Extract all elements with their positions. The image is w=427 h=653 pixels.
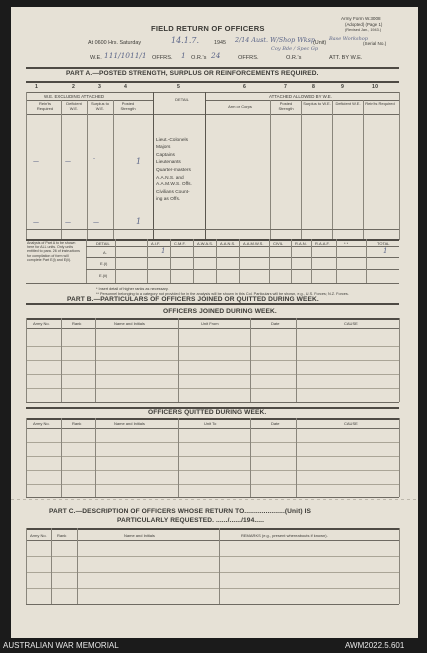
rule xyxy=(26,604,399,605)
rule xyxy=(95,318,96,402)
adopted-note: (Adopted) (Page 1) xyxy=(345,22,383,27)
part-c-title: PART C.—DESCRIPTION OF OFFICERS WHOSE RETURN TO.....................(Unit) IS xyxy=(49,508,312,515)
rule xyxy=(26,470,399,471)
rule xyxy=(296,418,297,497)
rank-label: A.A.N.S. and xyxy=(156,176,184,182)
offrs-attached-label: OFFRS. xyxy=(238,55,259,61)
rule xyxy=(26,456,399,457)
ors-label: O.R.'s xyxy=(191,55,207,61)
footer-credit: AUSTRALIAN WAR MEMORIAL xyxy=(3,641,119,650)
table-header: Army No. xyxy=(33,421,50,426)
rule xyxy=(399,318,400,402)
rule xyxy=(26,92,399,93)
rule xyxy=(115,239,116,283)
analysis-header: A.A.N.S. xyxy=(220,241,236,246)
table-header: CAUSE xyxy=(344,421,358,426)
rule xyxy=(399,92,400,240)
table-header: REMARKS (e.g., present whereabouts if known). xyxy=(241,533,328,538)
col-number: 8 xyxy=(312,84,316,90)
table-header: Name and Initials xyxy=(114,321,145,326)
rule xyxy=(193,239,194,283)
analysis-header: C.M.F. xyxy=(174,241,186,246)
rank-label: Majors xyxy=(156,145,171,151)
revised-note: (Revised Jan., 1943.) xyxy=(345,28,382,32)
ors-handwritten: 24 xyxy=(211,51,221,60)
hand-dash: — xyxy=(65,219,71,226)
hand-dash: — xyxy=(65,158,71,165)
part-b-title: PART B.—PARTICULARS OF OFFICERS JOINED OR QUITTED DURING WEEK. xyxy=(67,296,319,303)
hand-mark: 1 xyxy=(161,247,166,255)
analysis-header: A.A.M.W.S. xyxy=(243,241,264,246)
form-sheet xyxy=(11,7,418,638)
rule xyxy=(26,92,27,240)
rule xyxy=(399,418,400,497)
rule xyxy=(26,374,399,375)
rule xyxy=(332,100,333,240)
analysis-row-label: E.(i) xyxy=(100,261,108,266)
rule xyxy=(26,588,399,589)
rank-label: Lieut.-Colonels xyxy=(156,138,188,143)
col-number: 5 xyxy=(177,84,181,90)
analysis-header: * * xyxy=(344,241,349,246)
rule xyxy=(178,418,179,497)
rule xyxy=(26,528,399,530)
serial-label: (Serial No.) xyxy=(363,41,387,46)
table-header: CAUSE xyxy=(344,321,358,326)
rule xyxy=(366,239,367,283)
rank-label: Lieutenants xyxy=(156,160,181,166)
col-number: 2 xyxy=(72,84,76,90)
at-date-handwritten: 14.1.7. xyxy=(171,36,199,45)
rule xyxy=(26,81,399,83)
analysis-header: A.I.F. xyxy=(151,241,161,246)
footer-accession: AWM2022.5.601 xyxy=(345,641,405,650)
rule xyxy=(113,100,114,240)
joined-title: OFFICERS JOINED DURING WEEK. xyxy=(163,308,277,315)
rule xyxy=(363,100,364,240)
rank-label: Civilians Count- xyxy=(156,190,190,196)
analysis-header: A.W.A.S. xyxy=(197,241,214,246)
ors-attached-label: O.R.'s xyxy=(286,55,302,61)
rank-label: Quarter-masters xyxy=(156,167,191,173)
we-label: W.E. xyxy=(90,55,102,61)
rule xyxy=(26,418,27,497)
rule xyxy=(170,239,171,283)
footnote: * Insert detail of higher ranks as necessary. xyxy=(96,287,169,291)
rule xyxy=(61,418,62,497)
unit-handwritten: 2/14 Aust. W/Shop Wksp xyxy=(235,36,316,44)
col-number: 3 xyxy=(98,84,102,90)
offrs-label: OFFRS. xyxy=(152,55,173,61)
rule xyxy=(26,572,399,573)
rule xyxy=(399,528,400,604)
rule xyxy=(147,239,148,283)
col-header: Surplus to W.E. xyxy=(303,101,331,106)
footnote: ** Personnel belonging to a category not provided for in the analysis will be shown in this Col. Particulars will be shown, e.g., U.S. Forces; N.Z. Forces. xyxy=(96,292,349,296)
hand-dash: — xyxy=(33,158,39,165)
rule xyxy=(26,303,399,305)
rule xyxy=(26,418,399,420)
part-c-title-line2: PARTICULARLY REQUESTED. ....../....../194..... xyxy=(117,517,265,524)
hand-dash: — xyxy=(33,219,39,226)
unit-suffix-label: (Unit) xyxy=(313,40,327,46)
we-handwritten: 111/1011/1 xyxy=(104,51,147,60)
col-header: Posted Strength xyxy=(120,101,136,111)
hand-mark: 1 xyxy=(383,247,388,255)
serial-handwritten: Base Workshop xyxy=(329,36,368,42)
col-header: Posted Strength xyxy=(278,101,294,111)
rank-label: A.A.M.W.S. Offs. xyxy=(156,182,192,188)
rule xyxy=(26,442,399,443)
army-form-number: Army Form W.3008 xyxy=(341,16,381,21)
rule xyxy=(26,67,399,69)
analysis-row-label: E.(ii) xyxy=(99,273,108,278)
rule xyxy=(26,528,27,604)
at-time-label: At 0600 Hrs. Saturday xyxy=(88,40,142,46)
rule xyxy=(250,318,251,402)
rule xyxy=(250,418,251,497)
rule xyxy=(301,100,302,240)
col-header: Surplus to W.E. xyxy=(90,101,109,111)
rule xyxy=(219,528,220,604)
col-header: Rein'ts Required xyxy=(36,101,54,111)
table-header: Rank xyxy=(57,533,67,538)
analysis-header: DETAIL xyxy=(96,241,110,246)
col-number: 10 xyxy=(372,84,379,90)
att-by-we-label: ATT. BY W.E. xyxy=(329,55,363,61)
table-header: Unit From xyxy=(201,321,219,326)
rule xyxy=(61,318,62,402)
rule xyxy=(296,318,297,402)
form-title: FIELD RETURN OF OFFICERS xyxy=(151,24,265,33)
rule xyxy=(26,497,399,498)
table-header: Date xyxy=(271,321,280,326)
posted-strength-handwritten: 1 xyxy=(136,157,142,166)
year-label: 1945 xyxy=(214,40,226,46)
col-number: 1 xyxy=(35,84,39,90)
rule xyxy=(205,92,206,240)
analysis-header: R.A.N. xyxy=(295,241,307,246)
rule xyxy=(26,360,399,361)
ranks-list xyxy=(156,137,192,202)
table-header: Army No. xyxy=(30,533,47,538)
attached-allowed-header: ATTACHED ALLOWED BY W.E. xyxy=(269,94,332,99)
rule xyxy=(51,528,52,604)
analysis-header: CIVIL xyxy=(273,241,284,246)
quitted-title: OFFICERS QUITTED DURING WEEK. xyxy=(148,409,267,416)
table-header: Army No. xyxy=(33,321,50,326)
rule xyxy=(26,318,27,402)
fold-line xyxy=(11,499,418,500)
rule xyxy=(311,239,312,283)
rule xyxy=(87,100,88,240)
rule xyxy=(26,283,399,284)
part-a-title: PART A.—POSTED STRENGTH, SURPLUS OR REINFORCEMENTS REQUIRED. xyxy=(66,70,319,77)
table-header: Name and Initials xyxy=(124,533,155,538)
col-header: Arm or Corps xyxy=(228,104,252,109)
rule xyxy=(291,239,292,283)
rule xyxy=(336,239,337,283)
analysis-header: R.A.A.F. xyxy=(315,241,330,246)
rule xyxy=(61,100,62,240)
analysis-header: TOTAL xyxy=(377,241,390,246)
rule xyxy=(153,92,154,240)
table-header: Rank xyxy=(72,321,82,326)
we-excluding-header: W.E. EXCLUDING ATTACHED xyxy=(44,94,105,99)
col-number: 4 xyxy=(124,84,128,90)
rule xyxy=(270,100,271,240)
rule xyxy=(239,239,240,283)
analysis-note: Analysis of Part A to be shown here for ALL units. Only units entitled to para. 26 of instructions for compilation of form will complete Part E(i) and E(ii). xyxy=(27,241,80,262)
rule xyxy=(95,418,96,497)
hand-dash: - xyxy=(93,155,96,162)
rule xyxy=(26,540,399,541)
rule xyxy=(26,346,399,347)
rule xyxy=(77,528,78,604)
col-header: DETAIL xyxy=(175,97,189,102)
rule xyxy=(86,269,399,270)
rule xyxy=(26,428,399,429)
rule xyxy=(178,318,179,402)
rule xyxy=(26,328,399,329)
rule xyxy=(26,484,399,485)
rule xyxy=(26,556,399,557)
total-handwritten: 1 xyxy=(136,217,142,226)
rule xyxy=(26,402,399,403)
rank-label: Captains xyxy=(156,152,175,158)
hand-dash: — xyxy=(93,219,99,226)
rule xyxy=(86,246,399,247)
col-number: 9 xyxy=(341,84,345,90)
table-header: Name and Initials xyxy=(114,421,145,426)
rule xyxy=(216,239,217,283)
unit-handwritten-second: Coy Bde / Spec Gp xyxy=(271,46,319,52)
table-header: Unit To xyxy=(204,421,217,426)
rule xyxy=(26,388,399,389)
analysis-row-label: A. xyxy=(103,250,107,255)
col-header: Deficient W.E. xyxy=(335,101,361,106)
col-header: Deficient W.E. xyxy=(66,101,82,111)
rank-label: ing as Offs. xyxy=(156,196,181,202)
rule xyxy=(26,229,399,230)
table-header: Date xyxy=(271,421,280,426)
rule xyxy=(26,318,399,320)
table-header: Rank xyxy=(72,421,82,426)
col-number: 7 xyxy=(284,84,288,90)
col-header: Rein'ts Required xyxy=(365,101,395,106)
rule xyxy=(26,114,399,115)
col-number: 6 xyxy=(243,84,247,90)
rule xyxy=(269,239,270,283)
rule xyxy=(86,257,399,258)
offrs-handwritten: 1 xyxy=(181,51,186,60)
